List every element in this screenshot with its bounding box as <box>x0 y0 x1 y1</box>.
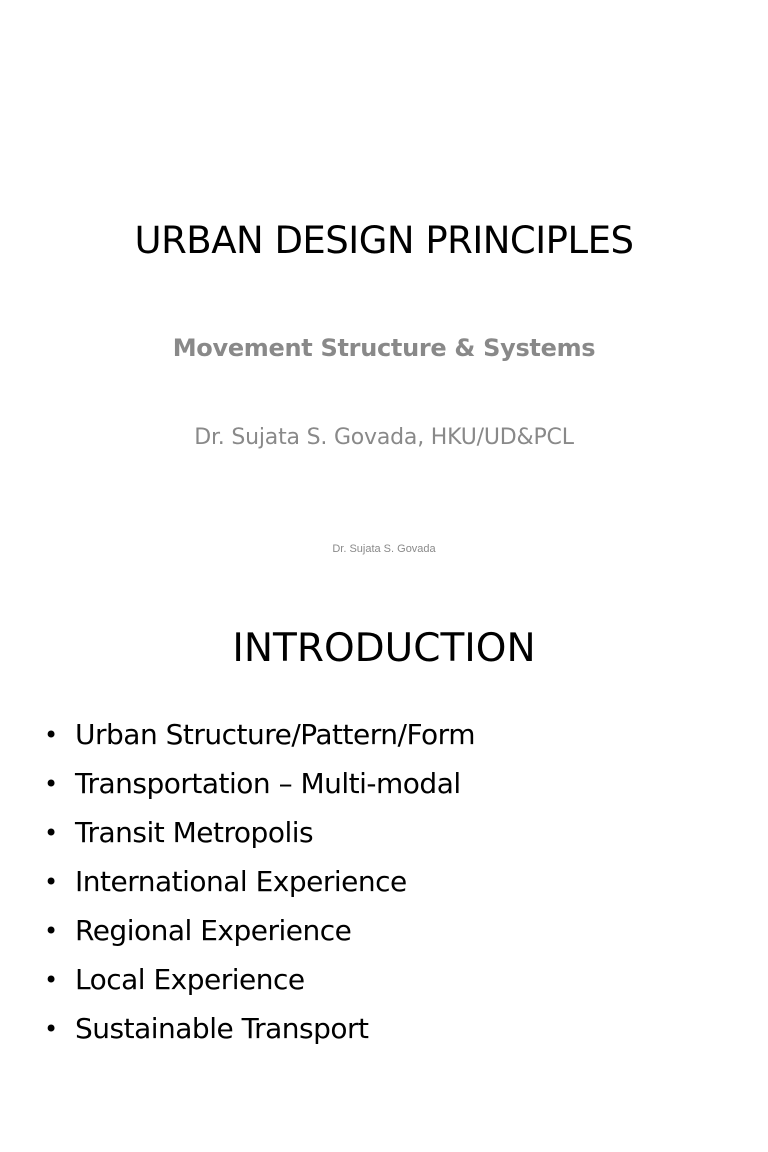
bullet-text: Transportation – Multi-modal <box>75 767 461 800</box>
list-item <box>0 716 475 765</box>
bullet-text: Urban Structure/Pattern/Form <box>75 718 475 751</box>
bullet-icon: • <box>44 819 58 847</box>
slide-title: INTRODUCTION <box>232 626 536 671</box>
bullet-text: Sustainable Transport <box>75 1012 369 1045</box>
list-item <box>0 961 475 1010</box>
bullet-icon: • <box>44 1015 58 1043</box>
list-item <box>0 814 475 863</box>
list-item <box>0 1010 475 1059</box>
bullet-text: International Experience <box>75 865 407 898</box>
list-item <box>0 912 475 961</box>
slide-subtitle: Movement Structure & Systems <box>172 334 596 362</box>
list-item <box>0 863 475 912</box>
author-line: Dr. Sujata S. Govada, HKU/UD&PCL <box>194 425 574 450</box>
bullet-text: Regional Experience <box>75 914 352 947</box>
bullet-icon: • <box>44 966 58 994</box>
introduction-slide <box>0 576 768 1152</box>
slide-footer: Dr. Sujata S. Govada <box>332 543 436 555</box>
bullet-icon: • <box>44 917 58 945</box>
bullet-icon: • <box>44 868 58 896</box>
bullet-text: Local Experience <box>75 963 305 996</box>
slide-title: URBAN DESIGN PRINCIPLES <box>134 219 634 262</box>
list-item <box>0 765 475 814</box>
bullet-icon: • <box>44 721 58 749</box>
bullet-text: Transit Metropolis <box>75 816 314 849</box>
bullet-icon: • <box>44 770 58 798</box>
bullet-list <box>0 716 475 1059</box>
